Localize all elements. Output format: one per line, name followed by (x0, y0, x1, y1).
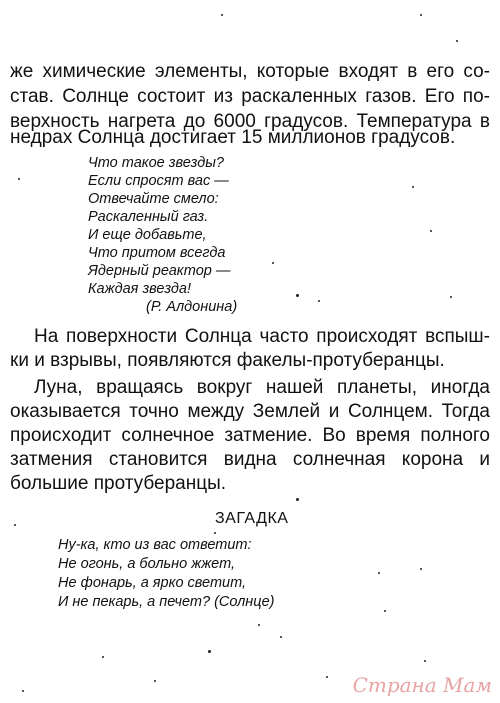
poem-line-4: Раскаленный газ. (88, 209, 209, 225)
poem-line-7: Ядерный реактор — (88, 263, 231, 279)
paragraph1-line-1: же химические элементы, которые входят в его со- (10, 61, 490, 82)
scan-speck (280, 636, 282, 638)
paragraph3-line-2: оказывается точно между Землей и Солнцем. Тогда (10, 401, 490, 422)
riddle-line-2: Не огонь, а больно жжет, (58, 556, 236, 572)
scan-speck (296, 498, 299, 501)
paragraph3-line-3: происходит солнечное затмение. Во время полного (10, 425, 490, 446)
scan-speck (378, 572, 380, 574)
scan-speck (384, 610, 386, 612)
scan-speck (420, 14, 422, 16)
paragraph3-line-1: Луна, вращаясь вокруг нашей планеты, иногда (34, 377, 490, 398)
paragraph3-line-5: большие протуберанцы. (10, 473, 227, 494)
paragraph1-line-2: став. Солнце состоит из раскаленных газов. Его по- (10, 86, 490, 107)
scan-speck (14, 524, 16, 526)
poem-author: (Р. Алдонина) (146, 299, 238, 315)
site-watermark: Страна Мам (352, 673, 492, 697)
paragraph2-line-1: На поверхности Солнца часто происходят вспыш- (34, 326, 490, 347)
scan-speck (430, 230, 432, 232)
paragraph1-line-4: недрах Солнца достигает 15 миллионов градусов. (10, 127, 456, 148)
scan-speck (258, 624, 260, 626)
scan-speck (18, 178, 20, 180)
riddle-line-1: Ну-ка, кто из вас ответит: (58, 537, 252, 553)
scan-speck (456, 40, 458, 42)
scan-speck (102, 656, 104, 658)
scan-speck (214, 532, 216, 534)
scan-speck (318, 300, 320, 302)
poem-line-2: Если спросят вас — (88, 173, 229, 189)
scan-speck (420, 568, 422, 570)
paragraph2-line-2: ки и взрывы, появляются факелы-протуберанцы. (10, 350, 445, 371)
poem-line-8: Каждая звезда! (88, 281, 192, 297)
paragraph3-line-4: затмения становится видна солнечная корона и (10, 449, 490, 470)
scan-speck (22, 690, 24, 692)
scan-speck (412, 186, 414, 188)
scan-speck (208, 650, 211, 653)
scan-speck (450, 296, 452, 298)
scan-speck (154, 680, 156, 682)
poem-line-1: Что такое звезды? (88, 155, 224, 171)
scan-speck (221, 14, 223, 16)
scan-speck (424, 660, 426, 662)
riddle-line-3: Не фонарь, а ярко светит, (58, 575, 247, 591)
poem-line-3: Отвечайте смело: (88, 191, 219, 207)
riddle-line-4: И не пекарь, а печет? (Солнце) (58, 594, 275, 610)
poem-line-5: И еще добавьте, (88, 227, 207, 243)
riddle-heading: ЗАГАДКА (215, 510, 289, 527)
scan-speck (326, 676, 328, 678)
paragraph1-line-3: верхность нагрета до 6000 градусов. Температура в (10, 111, 490, 132)
poem-line-6: Что притом всегда (88, 245, 226, 261)
scan-speck (272, 262, 274, 264)
scan-speck (296, 294, 299, 297)
